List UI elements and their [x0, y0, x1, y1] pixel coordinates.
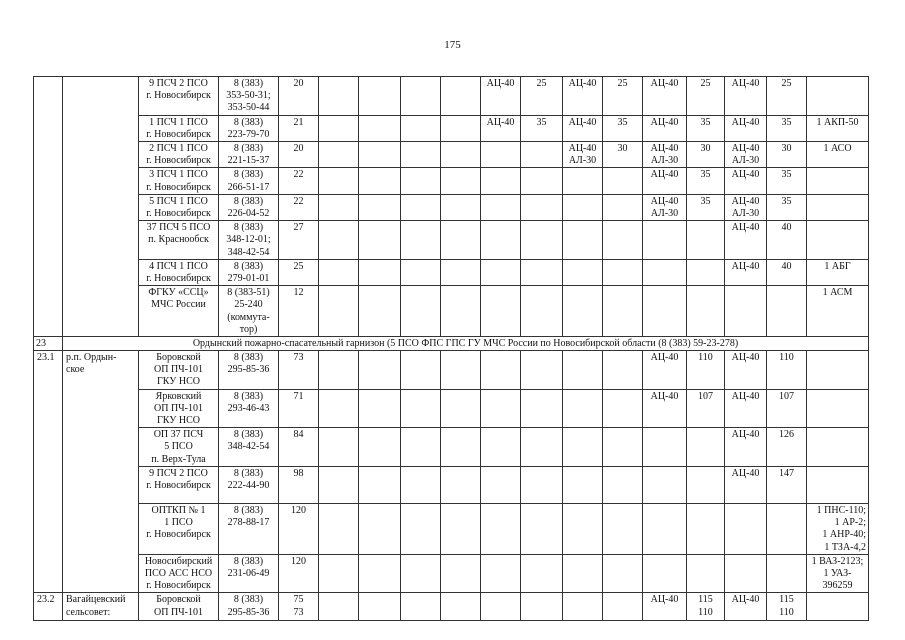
vehicle-3-type: АЦ-40 АЛ-30 — [643, 142, 687, 168]
empty-cell — [441, 286, 481, 337]
vehicle-4-value: 107 — [767, 389, 807, 428]
empty-cell — [319, 428, 359, 467]
distance-cell: 20 — [279, 77, 319, 116]
vehicle-1-value — [521, 593, 563, 621]
extra-equipment — [807, 428, 869, 467]
vehicle-2-value: 35 — [603, 115, 643, 141]
table-row — [34, 259, 869, 285]
vehicle-4-type: АЦ-40 — [725, 351, 767, 390]
distance-cell: 22 — [279, 168, 319, 194]
empty-cell — [441, 466, 481, 503]
vehicle-1-type — [481, 554, 521, 593]
empty-cell — [441, 194, 481, 220]
phone-cell: 8 (383) 223-79-70 — [219, 115, 279, 141]
empty-cell — [359, 194, 401, 220]
vehicle-1-value — [521, 142, 563, 168]
phone-cell: 8 (383) 278-88-17 — [219, 503, 279, 554]
empty-cell — [359, 168, 401, 194]
empty-cell — [441, 221, 481, 260]
distance-cell: 20 — [279, 142, 319, 168]
phone-cell: 8 (383) 222-44-90 — [219, 466, 279, 503]
distance-cell: 12 — [279, 286, 319, 337]
empty-cell — [319, 351, 359, 390]
distance-cell: 22 — [279, 194, 319, 220]
empty-cell — [359, 351, 401, 390]
vehicle-3-value — [687, 221, 725, 260]
empty-cell — [441, 351, 481, 390]
vehicle-4-type: АЦ-40 АЛ-30 — [725, 142, 767, 168]
vehicle-1-type — [481, 389, 521, 428]
vehicle-1-type — [481, 221, 521, 260]
table-row — [34, 466, 869, 503]
section-header-row — [34, 337, 869, 351]
vehicle-3-value: 30 — [687, 142, 725, 168]
empty-cell — [401, 168, 441, 194]
empty-cell — [401, 77, 441, 116]
unit-cell: 9 ПСЧ 2 ПСО г. Новосибирск — [139, 466, 219, 503]
distance-cell: 73 — [279, 351, 319, 390]
vehicle-1-value — [521, 351, 563, 390]
table-row — [34, 351, 869, 390]
section-number: 23 — [34, 337, 63, 351]
vehicle-4-type — [725, 286, 767, 337]
distance-cell: 21 — [279, 115, 319, 141]
empty-cell — [401, 286, 441, 337]
unit-cell: Новосибирский ПСО АСС НСО г. Новосибирск — [139, 554, 219, 593]
vehicle-2-type — [563, 593, 603, 621]
unit-cell: Боровской ОП ПЧ-101 — [139, 593, 219, 621]
vehicle-1-value — [521, 503, 563, 554]
vehicle-2-type — [563, 168, 603, 194]
vehicle-1-value — [521, 221, 563, 260]
settlement-cell: р.п. Ордын- ское — [63, 351, 139, 593]
distance-cell: 98 — [279, 466, 319, 503]
vehicle-3-value — [687, 259, 725, 285]
empty-cell — [319, 77, 359, 116]
empty-cell — [441, 115, 481, 141]
table-row — [34, 286, 869, 337]
vehicle-1-type — [481, 428, 521, 467]
vehicle-2-type — [563, 389, 603, 428]
vehicle-4-type: АЦ-40 — [725, 466, 767, 503]
vehicle-3-type: АЦ-40 АЛ-30 — [643, 194, 687, 220]
vehicle-3-type: АЦ-40 — [643, 168, 687, 194]
vehicle-3-value — [687, 554, 725, 593]
distance-cell: 75 73 — [279, 593, 319, 621]
vehicle-2-value — [603, 503, 643, 554]
empty-cell — [359, 77, 401, 116]
distance-cell: 25 — [279, 259, 319, 285]
vehicle-4-type: АЦ-40 — [725, 221, 767, 260]
vehicle-2-value — [603, 554, 643, 593]
extra-equipment: 1 ВАЗ-2123; 1 УАЗ- 396259 — [807, 554, 869, 593]
table-row — [34, 593, 869, 621]
table-row — [34, 389, 869, 428]
vehicle-3-value: 110 — [687, 351, 725, 390]
empty-cell — [401, 554, 441, 593]
vehicle-1-value — [521, 389, 563, 428]
section-title: Ордынский пожарно-спасательный гарнизон (5 ПСО ФПС ГПС ГУ МЧС России по Новосибирской области (8 (383) 59-23-278) — [63, 337, 869, 351]
vehicle-2-type — [563, 466, 603, 503]
unit-cell: 37 ПСЧ 5 ПСО п. Краснообск — [139, 221, 219, 260]
vehicle-3-type — [643, 286, 687, 337]
unit-cell: Ярковский ОП ПЧ-101 ГКУ НСО — [139, 389, 219, 428]
unit-cell: ФГКУ «ССЦ» МЧС России — [139, 286, 219, 337]
table-row — [34, 503, 869, 554]
vehicle-3-value — [687, 503, 725, 554]
vehicle-3-value: 35 — [687, 168, 725, 194]
vehicle-2-value: 25 — [603, 77, 643, 116]
empty-cell — [319, 168, 359, 194]
empty-cell — [401, 259, 441, 285]
phone-cell: 8 (383) 279-01-01 — [219, 259, 279, 285]
empty-cell — [441, 259, 481, 285]
empty-cell — [359, 466, 401, 503]
vehicle-2-value — [603, 389, 643, 428]
vehicle-3-value: 35 — [687, 115, 725, 141]
vehicle-4-value — [767, 503, 807, 554]
vehicle-2-value — [603, 221, 643, 260]
vehicle-2-type — [563, 286, 603, 337]
vehicle-2-type — [563, 503, 603, 554]
distance-cell: 84 — [279, 428, 319, 467]
empty-cell — [319, 259, 359, 285]
vehicle-2-value — [603, 168, 643, 194]
extra-equipment — [807, 77, 869, 116]
vehicle-4-value: 147 — [767, 466, 807, 503]
vehicle-4-type: АЦ-40 — [725, 593, 767, 621]
phone-cell: 8 (383) 353-50-31; 353-50-44 — [219, 77, 279, 116]
empty-cell — [441, 77, 481, 116]
vehicle-3-type — [643, 466, 687, 503]
empty-cell — [319, 221, 359, 260]
vehicle-4-type: АЦ-40 — [725, 389, 767, 428]
empty-cell — [401, 389, 441, 428]
garrison-table — [33, 76, 869, 621]
vehicle-2-type — [563, 554, 603, 593]
empty-cell — [319, 115, 359, 141]
empty-cell — [441, 389, 481, 428]
vehicle-1-value — [521, 286, 563, 337]
table-row — [34, 428, 869, 467]
extra-equipment — [807, 351, 869, 390]
phone-cell: 8 (383) 293-46-43 — [219, 389, 279, 428]
vehicle-3-value: 115 110 — [687, 593, 725, 621]
vehicle-1-value — [521, 466, 563, 503]
unit-cell: 3 ПСЧ 1 ПСО г. Новосибирск — [139, 168, 219, 194]
phone-cell: 8 (383) 295-85-36 — [219, 351, 279, 390]
unit-cell: ОПТКП № 1 1 ПСО г. Новосибирск — [139, 503, 219, 554]
vehicle-2-value — [603, 593, 643, 621]
unit-cell: Боровской ОП ПЧ-101 ГКУ НСО — [139, 351, 219, 390]
vehicle-4-type: АЦ-40 — [725, 428, 767, 467]
empty-cell — [359, 503, 401, 554]
empty-cell — [319, 593, 359, 621]
vehicle-3-value — [687, 466, 725, 503]
empty-cell — [401, 115, 441, 141]
vehicle-2-type — [563, 221, 603, 260]
empty-cell — [319, 503, 359, 554]
vehicle-1-type — [481, 259, 521, 285]
vehicle-1-value: 25 — [521, 77, 563, 116]
distance-cell: 27 — [279, 221, 319, 260]
empty-cell — [319, 142, 359, 168]
vehicle-4-value — [767, 286, 807, 337]
vehicle-4-value: 40 — [767, 221, 807, 260]
extra-equipment: 1 АСМ — [807, 286, 869, 337]
vehicle-2-value — [603, 351, 643, 390]
vehicle-4-value: 35 — [767, 194, 807, 220]
empty-cell — [441, 142, 481, 168]
table-row — [34, 194, 869, 220]
table-row — [34, 115, 869, 141]
vehicle-4-value: 110 — [767, 351, 807, 390]
vehicle-2-value — [603, 259, 643, 285]
unit-cell: 2 ПСЧ 1 ПСО г. Новосибирск — [139, 142, 219, 168]
vehicle-4-type: АЦ-40 — [725, 168, 767, 194]
table-row — [34, 168, 869, 194]
empty-cell — [401, 593, 441, 621]
table-row — [34, 142, 869, 168]
row-number-cell: 23.2 — [34, 593, 63, 621]
distance-cell: 120 — [279, 554, 319, 593]
vehicle-1-type — [481, 351, 521, 390]
vehicle-2-value — [603, 428, 643, 467]
table-row — [34, 554, 869, 593]
unit-cell: 1 ПСЧ 1 ПСО г. Новосибирск — [139, 115, 219, 141]
page-number: 175 — [444, 39, 461, 51]
vehicle-4-type — [725, 554, 767, 593]
phone-cell: 8 (383) 348-12-01; 348-42-54 — [219, 221, 279, 260]
vehicle-2-type: АЦ-40 АЛ-30 — [563, 142, 603, 168]
empty-cell — [359, 115, 401, 141]
empty-cell — [441, 168, 481, 194]
vehicle-1-type: АЦ-40 — [481, 115, 521, 141]
phone-cell: 8 (383) 266-51-17 — [219, 168, 279, 194]
vehicle-1-type — [481, 503, 521, 554]
row-number-cell — [34, 77, 63, 337]
extra-equipment — [807, 168, 869, 194]
phone-cell: 8 (383-51) 25-240 (коммута- тор) — [219, 286, 279, 337]
vehicle-4-type: АЦ-40 — [725, 115, 767, 141]
vehicle-2-value: 30 — [603, 142, 643, 168]
empty-cell — [401, 503, 441, 554]
vehicle-1-type — [481, 286, 521, 337]
vehicle-4-value: 126 — [767, 428, 807, 467]
vehicle-4-type: АЦ-40 АЛ-30 — [725, 194, 767, 220]
empty-cell — [359, 142, 401, 168]
empty-cell — [401, 194, 441, 220]
vehicle-2-value — [603, 194, 643, 220]
vehicle-3-type: АЦ-40 — [643, 351, 687, 390]
row-number-cell: 23.1 — [34, 351, 63, 593]
unit-cell: 5 ПСЧ 1 ПСО г. Новосибирск — [139, 194, 219, 220]
vehicle-1-value: 35 — [521, 115, 563, 141]
vehicle-3-type: АЦ-40 — [643, 77, 687, 116]
empty-cell — [441, 503, 481, 554]
vehicle-3-value — [687, 286, 725, 337]
empty-cell — [401, 142, 441, 168]
empty-cell — [319, 286, 359, 337]
vehicle-4-value: 115 110 — [767, 593, 807, 621]
vehicle-4-type: АЦ-40 — [725, 259, 767, 285]
vehicle-3-value: 25 — [687, 77, 725, 116]
table-row — [34, 77, 869, 116]
vehicle-4-value: 40 — [767, 259, 807, 285]
extra-equipment — [807, 466, 869, 503]
vehicle-2-type: АЦ-40 — [563, 115, 603, 141]
vehicle-2-type — [563, 351, 603, 390]
vehicle-3-type: АЦ-40 — [643, 593, 687, 621]
vehicle-4-type: АЦ-40 — [725, 77, 767, 116]
vehicle-4-value — [767, 554, 807, 593]
vehicle-2-type: АЦ-40 — [563, 77, 603, 116]
empty-cell — [401, 351, 441, 390]
vehicle-3-type: АЦ-40 — [643, 389, 687, 428]
empty-cell — [359, 428, 401, 467]
extra-equipment — [807, 593, 869, 621]
vehicle-2-value — [603, 466, 643, 503]
empty-cell — [401, 428, 441, 467]
vehicle-1-value — [521, 428, 563, 467]
empty-cell — [401, 466, 441, 503]
vehicle-3-type — [643, 259, 687, 285]
extra-equipment — [807, 221, 869, 260]
vehicle-3-value: 35 — [687, 194, 725, 220]
vehicle-1-type — [481, 593, 521, 621]
vehicle-3-type — [643, 503, 687, 554]
distance-cell: 120 — [279, 503, 319, 554]
empty-cell — [441, 428, 481, 467]
vehicle-2-type — [563, 259, 603, 285]
empty-cell — [359, 554, 401, 593]
unit-cell: ОП 37 ПСЧ 5 ПСО п. Верх-Тула — [139, 428, 219, 467]
vehicle-2-type — [563, 194, 603, 220]
vehicle-3-value — [687, 428, 725, 467]
vehicle-1-value — [521, 194, 563, 220]
vehicle-1-type — [481, 142, 521, 168]
empty-cell — [359, 389, 401, 428]
extra-equipment: 1 АСО — [807, 142, 869, 168]
vehicle-1-value — [521, 554, 563, 593]
table-row — [34, 221, 869, 260]
phone-cell: 8 (383) 348-42-54 — [219, 428, 279, 467]
empty-cell — [359, 286, 401, 337]
empty-cell — [441, 593, 481, 621]
vehicle-1-value — [521, 259, 563, 285]
settlement-cell: Вагайцевский сельсовет: — [63, 593, 139, 621]
extra-equipment: 1 ПНС-110; 1 АР-2; 1 АНР-40; 1 ТЗА-4,2 — [807, 503, 869, 554]
vehicle-2-value — [603, 286, 643, 337]
phone-cell: 8 (383) 295-85-36 — [219, 593, 279, 621]
vehicle-3-type — [643, 428, 687, 467]
vehicle-4-value: 35 — [767, 168, 807, 194]
vehicle-2-type — [563, 428, 603, 467]
settlement-cell — [63, 77, 139, 337]
extra-equipment: 1 АБГ — [807, 259, 869, 285]
unit-cell: 4 ПСЧ 1 ПСО г. Новосибирск — [139, 259, 219, 285]
empty-cell — [441, 554, 481, 593]
empty-cell — [359, 259, 401, 285]
vehicle-1-type: АЦ-40 — [481, 77, 521, 116]
vehicle-4-value: 25 — [767, 77, 807, 116]
phone-cell: 8 (383) 226-04-52 — [219, 194, 279, 220]
extra-equipment — [807, 194, 869, 220]
empty-cell — [319, 554, 359, 593]
empty-cell — [319, 466, 359, 503]
distance-cell: 71 — [279, 389, 319, 428]
unit-cell: 9 ПСЧ 2 ПСО г. Новосибирск — [139, 77, 219, 116]
vehicle-1-type — [481, 168, 521, 194]
vehicle-3-value: 107 — [687, 389, 725, 428]
extra-equipment — [807, 389, 869, 428]
empty-cell — [319, 389, 359, 428]
vehicle-4-value: 35 — [767, 115, 807, 141]
vehicle-3-type: АЦ-40 — [643, 115, 687, 141]
vehicle-4-value: 30 — [767, 142, 807, 168]
empty-cell — [401, 221, 441, 260]
vehicle-3-type — [643, 221, 687, 260]
extra-equipment: 1 АКП-50 — [807, 115, 869, 141]
vehicle-4-type — [725, 503, 767, 554]
vehicle-3-type — [643, 554, 687, 593]
empty-cell — [319, 194, 359, 220]
phone-cell: 8 (383) 221-15-37 — [219, 142, 279, 168]
phone-cell: 8 (383) 231-06-49 — [219, 554, 279, 593]
empty-cell — [359, 593, 401, 621]
vehicle-1-type — [481, 466, 521, 503]
empty-cell — [359, 221, 401, 260]
vehicle-1-type — [481, 194, 521, 220]
vehicle-1-value — [521, 168, 563, 194]
